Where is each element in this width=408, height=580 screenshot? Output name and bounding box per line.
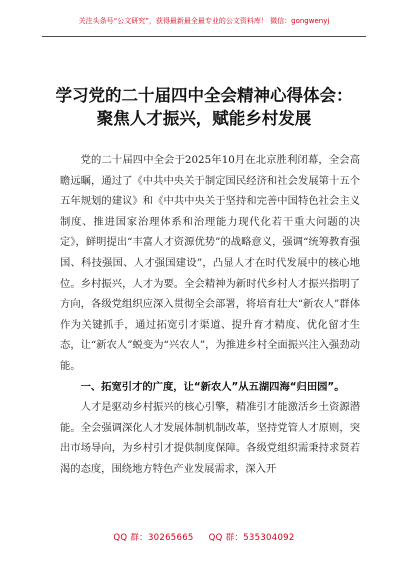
header-divider (42, 36, 366, 37)
paragraph-intro: 党的二十届四中全会于2025年10月在北京胜利闭幕，全会高瞻远瞩，通过了《中共中央关于制定国民经济和社会发展第十五个五年规划的建议》和《中共中央关于坚持和完善中国特色社会主义制度、推进国家治理体系和治理能力现代化若干重大问题的决定》，鲜明提出“丰富人才资源优势”的战略意义，强调“统筹教育强国、科技强国、人才强国建设”，凸显人才在时代发展中的核心地位。乡村振兴，人才为要。全会精神为新时代乡村人才振兴指明了方向，各级党组织应深入贯彻全会部署，将培育壮大“新农人”群体作为关键抓手，通过拓宽引才渠道、提升育才精度、优化留才生态，让“新农人”蜕变为“兴农人”，为推进乡村全面振兴注入强劲动能。 (60, 154, 360, 372)
header-note: 关注头条号“公文研究”，获得最新最全最专业的公文资料库！ 微信：gongwenyj (78, 17, 330, 25)
document-title (0, 84, 408, 130)
title-line-2: 聚焦人才振兴，赋能乡村发展 (96, 109, 312, 128)
footer-qq-group-1: QQ 群：30265665 (113, 533, 194, 543)
section-heading-1: 一、拓宽引才的广度，让“新农人”从五湖四海“归田园”。 (80, 380, 345, 393)
title-line-1: 学习党的二十届四中全会精神心得体会： (55, 86, 353, 105)
document-body (60, 150, 360, 480)
footer (0, 531, 408, 543)
paragraph-section-1: 人才是驱动乡村振兴的核心引擎，精准引才能激活乡土资源潜能。全会强调深化人才发展体制机制改革，坚持党管人才原则，突出市场导向，为乡村引才提供制度保障。各级党组织需秉持求贤若渴的态度，围绕地方特色产业发展需求，深入开 (60, 401, 360, 475)
footer-qq-group-2: QQ 群：535304092 (208, 533, 295, 543)
